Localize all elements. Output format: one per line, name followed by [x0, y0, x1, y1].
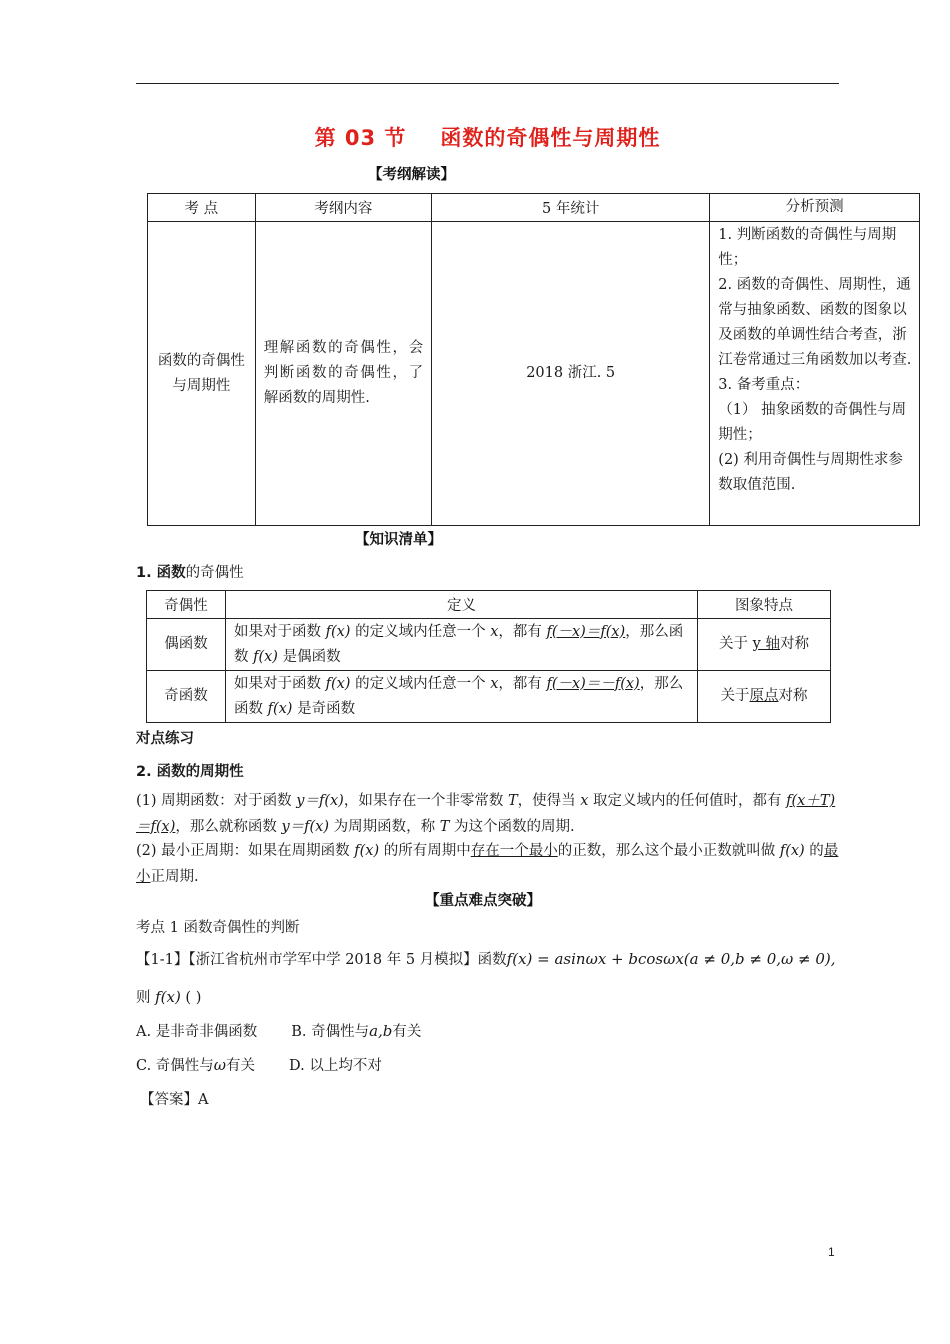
forecast-line: （1） 抽象函数的奇偶性与周期性； — [718, 402, 907, 443]
option-d[interactable]: D. 以上均不对 — [289, 1058, 382, 1074]
cell-content: 理解函数的奇偶性，会判断函数的奇偶性，了解函数的周期性. — [255, 222, 431, 526]
cell-forecast — [710, 222, 920, 526]
options-row-2 — [136, 1052, 846, 1079]
odd-name: 奇函数 — [147, 671, 226, 723]
k1-title-bold: 1. 函数 — [136, 565, 186, 581]
parity-row-even — [147, 619, 831, 671]
cell-stats: 2018 浙江. 5 — [432, 222, 710, 526]
k2-paragraph-1: (1) 周期函数：对于函数 y＝f(x)，如果存在一个非零常数 T，使得当 x 取定义域内的任何值时，都有 f(x＋T)＝f(x)，那么就称函数 y＝f(x) 为周期函数，称 T 为这个函数的周期. — [136, 793, 836, 835]
question-then: 则 f(x) ( ) — [136, 988, 202, 1006]
practice-label: 对点练习 — [136, 731, 194, 747]
key-points-heading: 【重点难点突破】 — [425, 893, 541, 909]
k2-paragraph-2: (2) 最小正周期：如果在周期函数 f(x) 的所有周期中存在一个最小的正数，那么这个最小正数就叫做 f(x) 的最小正周期. — [136, 843, 839, 885]
k2-title: 2. 函数的周期性 — [136, 764, 244, 780]
outline-heading: 【考纲解读】 — [368, 167, 455, 183]
parity-row-odd — [147, 671, 831, 723]
even-name: 偶函数 — [147, 619, 226, 671]
question-formula: f(x) = asinωx + bcosωx(a ≠ 0,b ≠ 0,ω ≠ 0), — [506, 950, 836, 968]
even-definition: 如果对于函数 f(x) 的定义域内任意一个 x，都有 f(－x)＝f(x)，那么函数 f(x) 是偶函数 — [226, 619, 698, 671]
k1-title-rest: 的奇偶性 — [185, 565, 244, 581]
header-content: 考纲内容 — [255, 194, 431, 222]
cell-point: 函数的奇偶性与周期性 — [148, 222, 256, 526]
parity-header-def: 定义 — [226, 591, 698, 619]
parity-header-feature: 图象特点 — [698, 591, 831, 619]
answer: 【答案】A — [140, 1092, 209, 1108]
header-rule — [136, 83, 839, 84]
page-title — [0, 122, 950, 152]
parity-table — [146, 590, 831, 723]
forecast-line: 2. 函数的奇偶性、周期性，通常与抽象函数、函数的图象以及函数的单调性结合考查，浙江卷常通过三角函数加以考查. — [718, 277, 912, 368]
odd-definition: 如果对于函数 f(x) 的定义域内任意一个 x，都有 f(－x)＝－f(x)，那么函数 f(x) 是奇函数 — [226, 671, 698, 723]
option-b[interactable]: B. 奇偶性与a,b有关 — [291, 1022, 422, 1040]
parity-header-row — [147, 591, 831, 619]
header-stats: 5 年统计 — [432, 194, 710, 222]
even-feature: 关于 y 轴对称 — [698, 619, 831, 671]
header-forecast: 分析预测 — [710, 194, 920, 222]
option-c[interactable]: C. 奇偶性与ω有关 — [136, 1056, 256, 1074]
option-a[interactable]: A. 是非奇非偶函数 — [136, 1024, 258, 1040]
k1-title — [136, 560, 846, 586]
topic-1-title: 考点 1 函数奇偶性的判断 — [136, 920, 300, 936]
section-title: 函数的奇偶性与周期性 — [440, 126, 661, 150]
forecast-line: 1. 判断函数的奇偶性与周期性； — [718, 227, 897, 268]
odd-feature: 关于原点对称 — [698, 671, 831, 723]
outline-header-row — [148, 194, 920, 222]
page-number: 1 — [828, 1245, 835, 1259]
outline-table — [147, 193, 920, 526]
section-number: 第 03 节 — [314, 126, 407, 150]
forecast-line: (2) 利用奇偶性与周期性求参数取值范围. — [718, 452, 903, 493]
header-point: 考 点 — [148, 194, 256, 222]
knowledge-heading: 【知识清单】 — [355, 532, 442, 548]
question-stem: 【1-1】【浙江省杭州市学军中学 2018 年 5 月模拟】函数f(x) = asinωx + bcosωx(a ≠ 0,b ≠ 0,ω ≠ 0), — [136, 950, 836, 968]
parity-header-type: 奇偶性 — [147, 591, 226, 619]
options-row-1 — [136, 1018, 846, 1045]
forecast-line: 3. 备考重点： — [718, 377, 810, 393]
outline-row — [148, 222, 920, 526]
